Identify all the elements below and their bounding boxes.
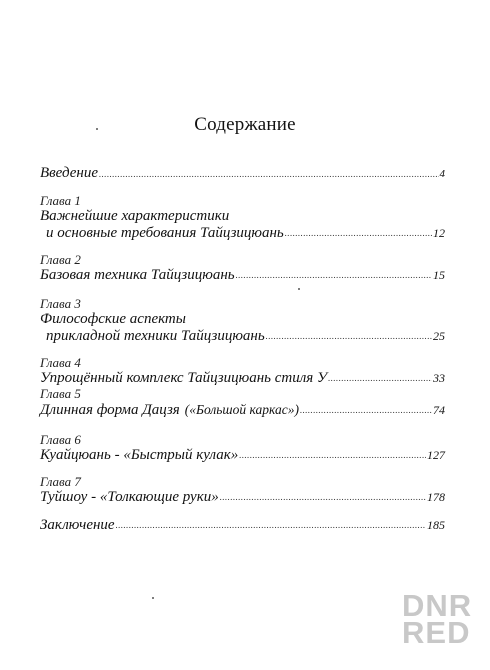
- page-number: 15: [433, 268, 445, 282]
- dot-leader: [236, 267, 432, 284]
- dot-leader: [220, 489, 426, 506]
- entry-title-continued: и основные требования Тайцзицюань: [46, 225, 284, 241]
- page-number: 12: [433, 226, 445, 240]
- toc-line: [40, 328, 445, 345]
- scan-speck: [96, 128, 98, 130]
- toc-line: [40, 311, 445, 328]
- toc-entry-chapter-7: [40, 474, 445, 506]
- chapter-label: Глава 3: [40, 296, 81, 311]
- entry-title: Базовая техника Тайцзицюань: [40, 267, 235, 283]
- toc-entry-conclusion: [40, 517, 445, 534]
- chapter-label: Глава 6: [40, 432, 81, 447]
- scan-speck: [152, 597, 154, 599]
- chapter-label: Глава 5: [40, 386, 81, 401]
- page-number: 4: [439, 168, 445, 180]
- chapter-label: Глава 4: [40, 355, 81, 370]
- entry-title: Заключение: [40, 517, 115, 533]
- scan-speck: [298, 288, 300, 290]
- dot-leader: [116, 517, 426, 534]
- page-number: 178: [427, 490, 445, 504]
- dot-leader: [99, 166, 439, 183]
- dot-leader: [239, 447, 426, 464]
- toc-line: [40, 517, 445, 534]
- toc-entry-intro: [40, 165, 445, 183]
- dot-leader: [300, 402, 432, 419]
- toc-entry-chapter-2: [40, 252, 445, 284]
- entry-subtitle: («Большой каркас»): [184, 402, 299, 417]
- dot-leader: [328, 370, 432, 387]
- toc-line: [40, 447, 445, 464]
- toc-entry-chapter-6: [40, 432, 445, 464]
- toc-line: [40, 370, 445, 387]
- entry-title: Введение: [40, 165, 98, 181]
- page-number: 33: [433, 371, 445, 385]
- toc-line: [40, 401, 445, 419]
- toc-entry-chapter-5: [40, 386, 445, 419]
- entry-title: Длинная форма Дацзя: [40, 402, 180, 418]
- toc-line: [40, 267, 445, 284]
- chapter-label: Глава 2: [40, 252, 81, 267]
- chapter-label: Глава 1: [40, 193, 81, 208]
- entry-title: Философские аспекты: [40, 311, 186, 327]
- page-number: 74: [433, 403, 445, 417]
- dot-leader: [266, 328, 432, 345]
- watermark-line: RED: [402, 615, 471, 650]
- entry-title: Важнейшие характеристики: [40, 208, 230, 224]
- toc-line: [40, 225, 445, 242]
- dot-leader: [285, 225, 432, 242]
- toc-entry-chapter-4: [40, 355, 445, 387]
- entry-title: Упрощённый комплекс Тайцзицюань стиля У: [40, 370, 328, 386]
- page-title: Содержание: [194, 114, 296, 135]
- entry-title: Куайцюань - «Быстрый кулак»: [40, 447, 239, 463]
- page-number: 25: [433, 329, 445, 343]
- toc-line: [40, 165, 445, 183]
- toc-line: [40, 489, 445, 506]
- toc-entry-chapter-1: [40, 193, 445, 242]
- toc-entry-chapter-3: [40, 296, 445, 345]
- chapter-label: Глава 7: [40, 474, 81, 489]
- entry-title-continued: прикладной техники Тайцзицюань: [46, 328, 265, 344]
- toc-line: [40, 208, 445, 225]
- watermark-logo: [402, 588, 484, 650]
- entry-title: Туйшоу - «Толкающие руки»: [40, 489, 219, 505]
- page-number: 185: [427, 518, 445, 532]
- page-number: 127: [427, 448, 445, 462]
- watermark-line: DNR: [402, 588, 473, 623]
